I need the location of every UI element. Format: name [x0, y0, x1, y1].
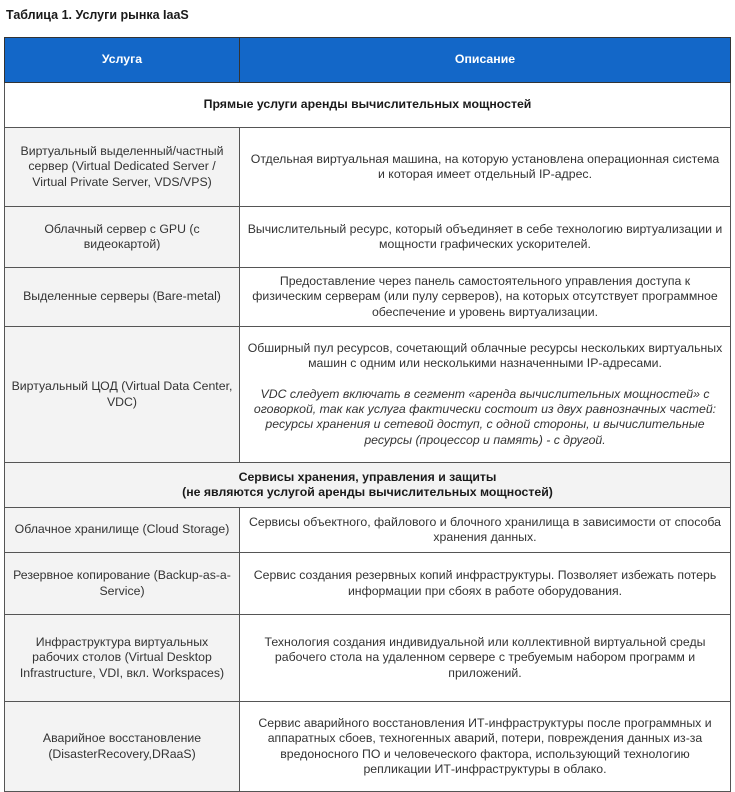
- service-cell: Аварийное восстановление (DisasterRecovery,DRaaS): [5, 702, 240, 792]
- table-row: [5, 207, 731, 268]
- description-cell: Предоставление через панель самостоятельного управления доступа к физическим серверам (или пулу серверов), на которых отсутствует программное обеспечение и уровень виртуализации.: [240, 268, 731, 327]
- table-row: [5, 268, 731, 327]
- service-cell: Облачное хранилище (Cloud Storage): [5, 508, 240, 553]
- description-cell: Сервис создания резервных копий инфраструктуры. Позволяет избежать потерь информации при сбоях в работе оборудования.: [240, 553, 731, 615]
- description-text: Обширный пул ресурсов, сочетающий облачные ресурсы нескольких виртуальных машин с одним или несколькими назначенными IP-адресами.: [247, 340, 723, 371]
- description-cell: [240, 327, 731, 463]
- description-cell: Отдельная виртуальная машина, на которую установлена операционная система и которая имеет отдельный IP-адрес.: [240, 128, 731, 207]
- table-row: [5, 553, 731, 615]
- table-row: [5, 128, 731, 207]
- description-cell: Вычислительный ресурс, который объединяет в себе технологию виртуализации и мощности графических ускорителей.: [240, 207, 731, 268]
- description-note: VDC следует включать в сегмент «аренда вычислительных мощностей» с оговоркой, так как услуга фактически состоит из двух равнозначных частей: ресурсы хранения и сетевой доступ, с одной стороны, и вычислительные ресурсы (процессор и память) - с другой.: [253, 386, 717, 447]
- section-title-line1: Сервисы хранения, управления и защиты: [238, 469, 497, 484]
- service-cell: Резервное копирование (Backup-as-a-Service): [5, 553, 240, 615]
- service-cell: Облачный сервер с GPU (с видеокартой): [5, 207, 240, 268]
- iaas-services-table: [4, 37, 731, 792]
- section-title-line2: (не являются услугой аренды вычислительных мощностей): [182, 485, 553, 499]
- table-row: [5, 327, 731, 463]
- section-title: Прямые услуги аренды вычислительных мощностей: [5, 83, 731, 128]
- service-cell: Выделенные серверы (Bare-metal): [5, 268, 240, 327]
- header-description: Описание: [240, 38, 731, 83]
- section-row: [5, 83, 731, 128]
- table-row: [5, 508, 731, 553]
- description-cell: Сервисы объектного, файлового и блочного хранилища в зависимости от способа хранения данных.: [240, 508, 731, 553]
- description-cell: Сервис аварийного восстановления ИТ-инфраструктуры после программных и аппаратных сбоев, техногенных аварий, потери, повреждения данных из-за вредоносного ПО и человеческого фактора, использующий технологию репликации ИТ-инфраструктуры в облако.: [240, 702, 731, 792]
- section-row: [5, 463, 731, 508]
- service-cell: Виртуальный ЦОД (Virtual Data Center, VDC): [5, 327, 240, 463]
- section-title: [5, 463, 731, 508]
- header-service: Услуга: [5, 38, 240, 83]
- table-row: [5, 702, 731, 792]
- table-row: [5, 615, 731, 702]
- table-caption: Таблица 1. Услуги рынка IaaS: [6, 8, 189, 22]
- description-cell: Технология создания индивидуальной или коллективной виртуальной среды рабочего стола на удаленном сервере с требуемым набором программ и приложений.: [240, 615, 731, 702]
- service-cell: Виртуальный выделенный/частный сервер (Virtual Dedicated Server / Virtual Private Server, VDS/VPS): [5, 128, 240, 207]
- service-cell: Инфраструктура виртуальных рабочих столов (Virtual Desktop Infrastructure, VDI, вкл. Workspaces): [5, 615, 240, 702]
- table-header-row: [5, 38, 731, 83]
